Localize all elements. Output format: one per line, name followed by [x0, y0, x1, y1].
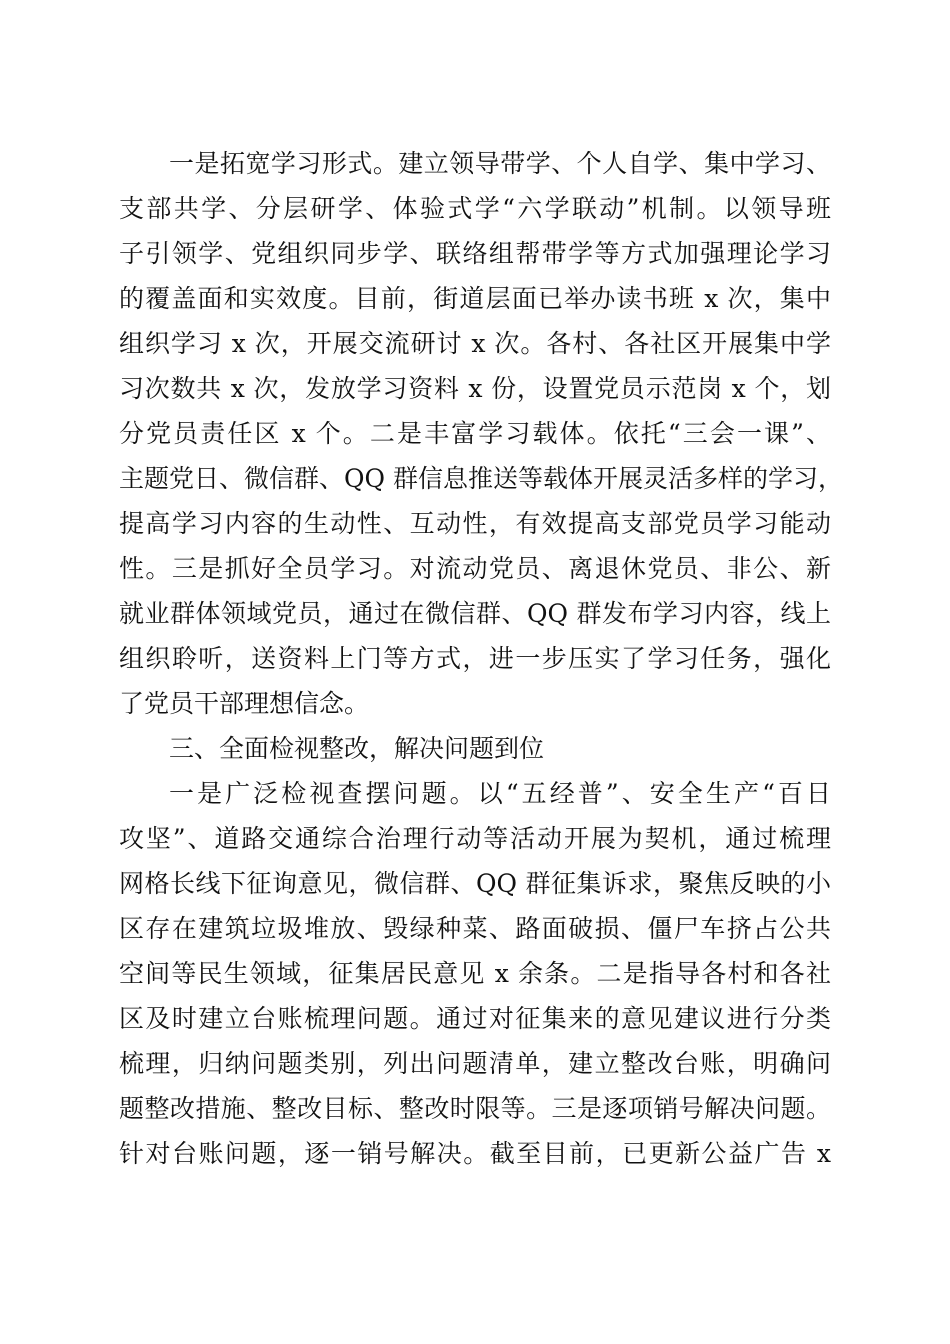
- paragraph-line: 子引领学、党组织同步学、联络组帮带学等方式加强理论学习: [119, 239, 831, 268]
- paragraph-line: 组织聆听，送资料上门等方式，进一步压实了学习任务，强化: [119, 644, 831, 673]
- paragraph-line: 一是拓宽学习形式。建立领导带学、个人自学、集中学习、: [169, 149, 831, 178]
- paragraph-line: 就业群体领域党员，通过在微信群、QQ 群发布学习内容，线上: [119, 599, 831, 628]
- paragraph-line: 空间等民生领域，征集居民意见 x 余条。二是指导各村和各社: [119, 959, 831, 988]
- paragraph-line: 题整改措施、整改目标、整改时限等。三是逐项销号解决问题。: [119, 1094, 831, 1123]
- paragraph-line: 提高学习内容的生动性、互动性，有效提高支部党员学习能动: [119, 509, 831, 538]
- paragraph-line: 一是广泛检视查摆问题。以“五经普”、安全生产“百日: [169, 779, 831, 808]
- paragraph-line: 了党员干部理想信念。: [119, 689, 370, 718]
- paragraph-line: 习次数共 x 次，发放学习资料 x 份，设置党员示范岗 x 个，划: [119, 374, 831, 403]
- paragraph-line: 梳理，归纳问题类别，列出问题清单，建立整改台账，明确问: [119, 1049, 831, 1078]
- paragraph-line: 的覆盖面和实效度。目前，街道层面已举办读书班 x 次，集中: [119, 284, 831, 313]
- paragraph-line: 组织学习 x 次，开展交流研讨 x 次。各村、各社区开展集中学: [119, 329, 831, 358]
- paragraph-line: 分党员责任区 x 个。二是丰富学习载体。依托“三会一课”、: [119, 419, 831, 448]
- paragraph-line: 攻坚”、道路交通综合治理行动等活动开展为契机，通过梳理: [119, 824, 831, 853]
- paragraph-line: 支部共学、分层研学、体验式学“六学联动”机制。以领导班: [119, 194, 831, 223]
- section-heading: 三、全面检视整改，解决问题到位: [169, 734, 545, 763]
- paragraph-line: 网格长线下征询意见，微信群、QQ 群征集诉求，聚焦反映的小: [119, 869, 831, 898]
- paragraph-line: 区及时建立台账梳理问题。通过对征集来的意见建议进行分类: [119, 1004, 831, 1033]
- paragraph-line: 性。三是抓好全员学习。对流动党员、离退休党员、非公、新: [119, 554, 831, 583]
- paragraph-line: 针对台账问题，逐一销号解决。截至目前，已更新公益广告 x: [119, 1139, 831, 1168]
- paragraph-line: 主题党日、微信群、QQ 群信息推送等载体开展灵活多样的学习，: [119, 464, 843, 493]
- paragraph-line: 区存在建筑垃圾堆放、毁绿种菜、路面破损、僵尸车挤占公共: [119, 914, 831, 943]
